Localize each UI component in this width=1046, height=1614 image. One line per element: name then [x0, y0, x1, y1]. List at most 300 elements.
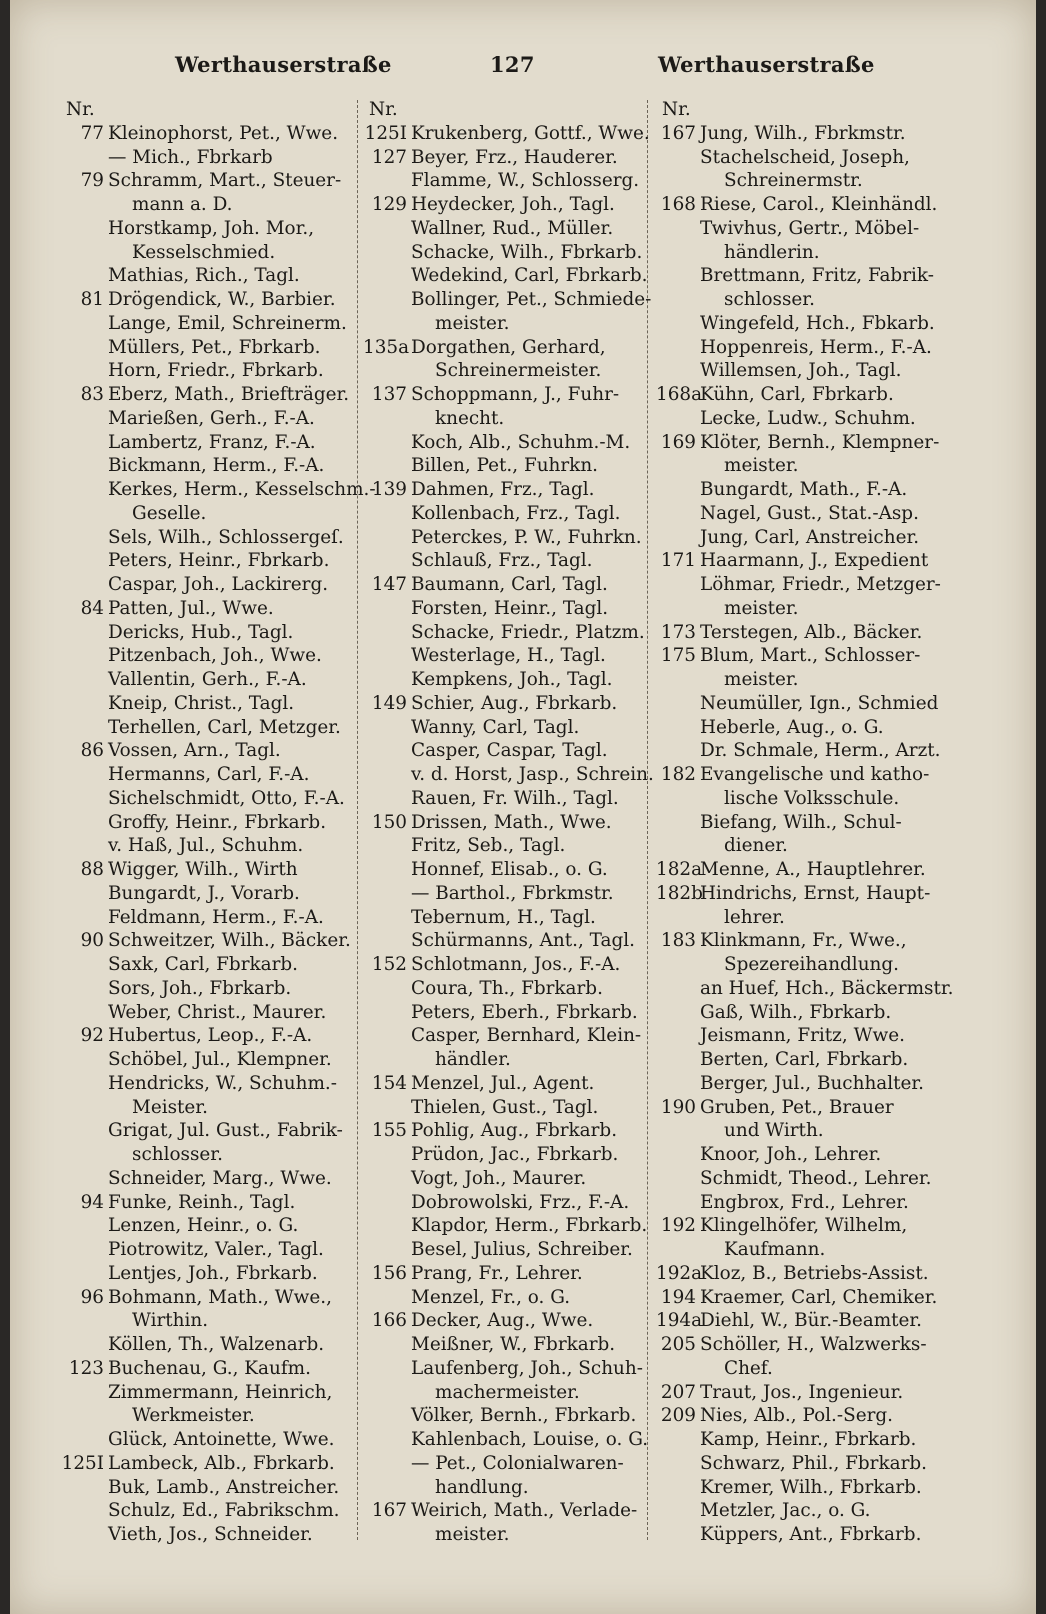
- house-number: 192: [660, 1215, 696, 1237]
- entry-text: Kamp, Heinr., Fbrkarb.: [700, 1429, 917, 1450]
- house-number: 205: [660, 1334, 696, 1355]
- house-number: [656, 1428, 700, 1452]
- entry-text: Brettmann, Fritz, Fabrik-: [700, 265, 934, 287]
- entry-line: [363, 1214, 648, 1238]
- entry-line: [363, 1096, 645, 1120]
- entry-text: Schoppmann, J., Fuhr-: [411, 384, 620, 405]
- entry-line: [363, 1309, 645, 1333]
- entry-line: [60, 1381, 350, 1405]
- house-number: [60, 906, 108, 930]
- entry-text: — Mich., Fbrkarb: [108, 146, 273, 168]
- entry-line: [60, 834, 350, 858]
- entry-line: [656, 526, 986, 550]
- entry-line: [60, 1214, 350, 1238]
- entry-line: [656, 288, 986, 312]
- entry-text: Lambertz, Franz, F.-A.: [108, 431, 316, 453]
- entry-text: Buk, Lamb., Anstreicher.: [108, 1476, 340, 1498]
- entry-line: [363, 787, 645, 811]
- entry-text: Haarmann, J., Expedient: [700, 550, 929, 572]
- entry-line: [656, 336, 986, 360]
- entry-line: [656, 264, 986, 288]
- entry-line: [656, 1119, 986, 1143]
- house-number: [60, 1167, 108, 1191]
- entry-line: [363, 1428, 649, 1452]
- house-number: [363, 858, 411, 882]
- entry-line: [60, 763, 350, 787]
- house-number: [656, 1499, 700, 1523]
- entry-line: [60, 1404, 350, 1428]
- house-number: [60, 1309, 108, 1333]
- entry-line: [656, 1476, 986, 1500]
- entry-line: [656, 644, 986, 668]
- house-number: [363, 359, 411, 383]
- house-number: [363, 1096, 411, 1120]
- house-number: [656, 1001, 700, 1025]
- entry-line: [60, 668, 350, 692]
- column-2: [363, 98, 654, 1547]
- entry-line: [656, 1523, 986, 1547]
- entry-line: [363, 1286, 645, 1310]
- entry-line: [363, 502, 645, 526]
- house-number: [656, 787, 700, 811]
- entry-text: schlosser.: [132, 1144, 223, 1165]
- house-number: 83: [80, 384, 104, 405]
- entry-text: Peters, Heinr., Fbrkarb.: [108, 550, 330, 572]
- entry-line: [363, 1238, 645, 1262]
- entry-text: Kloz, B., Betriebs-Assist.: [700, 1262, 929, 1284]
- house-number: [363, 716, 411, 740]
- house-number: [656, 1048, 700, 1072]
- entry-line: [60, 169, 350, 193]
- entry-text: Jung, Wilh., Fbrkmstr.: [700, 122, 906, 144]
- house-number: [656, 1024, 700, 1048]
- entry-line: [60, 1357, 350, 1381]
- house-number: [656, 573, 700, 597]
- house-number: [363, 1024, 411, 1048]
- entry-text: Peterckes, P. W., Fuhrkn.: [411, 526, 642, 548]
- entry-text: Metzler, Jac., o. G.: [700, 1500, 871, 1522]
- entry-line: [656, 1452, 986, 1476]
- house-number: [60, 431, 108, 455]
- entry-line: [656, 882, 986, 906]
- entry-line: [656, 716, 986, 740]
- entry-line: [60, 644, 350, 668]
- entry-line: [656, 122, 986, 146]
- entry-line: [363, 834, 645, 858]
- entry-line: [60, 739, 350, 763]
- house-number: 171: [660, 550, 696, 572]
- entry-text: Gruben, Pet., Brauer: [700, 1096, 894, 1118]
- entry-text: handlung.: [435, 1476, 529, 1498]
- house-number: 194a: [656, 1310, 703, 1332]
- entry-text: Vogt, Joh., Maurer.: [411, 1167, 587, 1189]
- entry-line: [656, 1001, 986, 1025]
- house-number: [60, 882, 108, 906]
- entry-line: [60, 526, 350, 550]
- entry-text: Saxk, Carl, Fbrkarb.: [108, 954, 299, 975]
- house-number: [656, 1072, 700, 1096]
- entry-line: [656, 359, 986, 383]
- entry-text: meister.: [435, 1524, 510, 1545]
- house-number: 137: [371, 384, 407, 405]
- entry-line: [60, 621, 350, 645]
- entry-text: Wallner, Rud., Müller.: [411, 217, 614, 239]
- entry-line: [363, 1523, 645, 1547]
- house-number: [60, 241, 108, 265]
- entry-text: Werkmeister.: [132, 1405, 255, 1427]
- entry-text: Vossen, Arn., Tagl.: [108, 740, 281, 762]
- entry-text: Spezereihandlung.: [724, 954, 899, 975]
- entry-text: Kahlenbach, Louise, o. G.: [411, 1429, 649, 1450]
- entry-line: [363, 1476, 645, 1500]
- house-number: [363, 1001, 411, 1025]
- house-number: [656, 1523, 700, 1547]
- house-number: [656, 1191, 700, 1215]
- entry-line: [363, 1072, 645, 1096]
- entry-text: Heberle, Aug., o. G.: [700, 716, 884, 738]
- house-number: 149: [371, 692, 407, 714]
- entry-text: Schöller, H., Walzwerks-: [700, 1334, 927, 1355]
- entry-line: [656, 1143, 986, 1167]
- house-number: [656, 407, 700, 431]
- entry-line: [60, 787, 350, 811]
- entry-line: [60, 1119, 350, 1143]
- entry-text: Neumüller, Ign., Schmied: [700, 692, 939, 714]
- entry-line: [60, 1072, 350, 1096]
- entry-text: Gaß, Wilh., Fbrkarb.: [700, 1001, 892, 1023]
- entry-line: [363, 122, 650, 146]
- entry-text: Bollinger, Pet., Schmiede-: [411, 289, 652, 310]
- entry-text: Funke, Reinh., Tagl.: [108, 1191, 296, 1213]
- entry-text: Drissen, Math., Wwe.: [411, 811, 612, 833]
- entry-line: [363, 146, 645, 170]
- entry-line: [363, 478, 645, 502]
- entry-text: Nagel, Gust., Stat.-Asp.: [700, 502, 919, 524]
- house-number: [60, 811, 108, 835]
- entry-text: Prüdon, Jac., Fbrkarb.: [411, 1144, 619, 1165]
- house-number: [656, 1119, 700, 1143]
- house-number: [656, 336, 700, 360]
- house-number: 127: [371, 146, 407, 168]
- entry-line: [656, 146, 986, 170]
- entry-text: Buchenau, G., Kaufm.: [108, 1357, 311, 1379]
- entry-text: Völker, Bernh., Fbrkarb.: [411, 1405, 637, 1427]
- entry-text: Kerkes, Herm., Kesselschm.-: [108, 479, 376, 500]
- house-number: [363, 1238, 411, 1262]
- entry-text: Klapdor, Herm., Fbrkarb.: [411, 1215, 648, 1237]
- entry-text: Grigat, Jul. Gust., Fabrik-: [108, 1120, 343, 1142]
- entry-line: [60, 122, 350, 146]
- column-3: [656, 98, 986, 1547]
- entry-text: lische Volksschule.: [724, 787, 900, 809]
- entry-text: Willemsen, Joh., Tagl.: [700, 360, 902, 382]
- house-number: [363, 217, 411, 241]
- house-number: [363, 1048, 411, 1072]
- entry-line: [656, 217, 986, 241]
- entry-line: [656, 502, 986, 526]
- entry-line: [60, 953, 350, 977]
- house-number: 90: [80, 930, 104, 952]
- entry-line: [363, 288, 652, 312]
- house-number: [363, 597, 411, 621]
- house-number: [656, 1452, 700, 1476]
- entry-text: Drögendick, W., Barbier.: [108, 289, 336, 310]
- house-number: [363, 1452, 411, 1476]
- entry-line: [363, 312, 645, 336]
- entry-text: Nies, Alb., Pol.-Serg.: [700, 1405, 893, 1427]
- entry-text: Knoor, Joh., Lehrer.: [700, 1144, 882, 1165]
- entry-line: [60, 1452, 350, 1476]
- running-head-right: Werthauserstraße: [658, 52, 875, 77]
- entry-line: [60, 383, 350, 407]
- house-number: [363, 264, 411, 288]
- entry-text: schlosser.: [724, 289, 815, 310]
- house-number: 135a: [363, 336, 410, 358]
- entry-text: Rauen, Fr. Wilh., Tagl.: [411, 787, 619, 809]
- entry-text: Kaufmann.: [724, 1239, 826, 1260]
- house-number: [60, 146, 108, 170]
- entry-text: Schreinermeister.: [435, 360, 602, 382]
- entry-line: [656, 1357, 986, 1381]
- entry-line: [656, 431, 986, 455]
- entry-line: [60, 1476, 350, 1500]
- entry-line: [60, 716, 350, 740]
- entry-text: Kneip, Christ., Tagl.: [108, 692, 295, 714]
- column-separator: [647, 100, 648, 1540]
- column-heading: Nr.: [662, 99, 691, 120]
- house-number: [60, 1072, 108, 1096]
- entry-line: [656, 692, 986, 716]
- entry-line: [363, 1404, 645, 1428]
- house-number: 88: [80, 859, 104, 880]
- entry-text: Forsten, Heinr., Tagl.: [411, 597, 609, 619]
- directory-page: [10, 0, 1036, 1614]
- entry-text: Wirthin.: [132, 1310, 209, 1332]
- entry-text: Diehl, W., Bür.-Beamter.: [700, 1310, 923, 1332]
- entry-text: Jeismann, Fritz, Wwe.: [700, 1025, 905, 1047]
- house-number: [363, 929, 411, 953]
- entry-line: [60, 549, 350, 573]
- entry-text: Lenzen, Heinr., o. G.: [108, 1215, 299, 1237]
- entry-text: lehrer.: [724, 906, 785, 928]
- entry-line: [656, 906, 986, 930]
- entry-text: Hoppenreis, Herm., F.-A.: [700, 336, 932, 358]
- house-number: [60, 264, 108, 288]
- entry-text: Schweitzer, Wilh., Bäcker.: [108, 930, 351, 952]
- house-number: 173: [660, 621, 696, 643]
- entry-text: Weirich, Math., Verlade-: [411, 1500, 638, 1522]
- house-number: 192a: [656, 1262, 703, 1284]
- house-number: [363, 1143, 411, 1167]
- entry-line: [656, 549, 986, 573]
- entry-text: mann a. D.: [132, 194, 233, 215]
- house-number: [656, 288, 700, 312]
- entry-text: Kühn, Carl, Fbrkarb.: [700, 384, 894, 405]
- entry-line: [363, 1143, 645, 1167]
- column-heading: Nr.: [66, 99, 95, 120]
- house-number: [363, 763, 411, 787]
- house-number: [363, 1476, 411, 1500]
- entry-text: Meißner, W., Fbrkarb.: [411, 1334, 616, 1355]
- house-number: [60, 478, 108, 502]
- entry-line: [363, 906, 645, 930]
- house-number: [363, 549, 411, 573]
- entry-line: [60, 193, 350, 217]
- entry-text: Heydecker, Joh., Tagl.: [411, 194, 615, 215]
- entry-text: Terhellen, Carl, Metzger.: [108, 716, 341, 738]
- entry-line: [363, 882, 645, 906]
- entry-line: [363, 1024, 645, 1048]
- house-number: [363, 526, 411, 550]
- house-number: 190: [660, 1096, 696, 1118]
- entry-line: [656, 834, 986, 858]
- entry-text: Klingelhöfer, Wilhelm,: [700, 1215, 908, 1237]
- house-number: [363, 169, 411, 193]
- entry-text: Vieth, Jos., Schneider.: [108, 1524, 313, 1545]
- house-number: [60, 359, 108, 383]
- entry-text: Schlauß, Frz., Tagl.: [411, 550, 593, 572]
- entry-line: [363, 716, 645, 740]
- house-number: 156: [371, 1262, 407, 1284]
- house-number: [656, 169, 700, 193]
- entry-text: meister.: [724, 669, 799, 690]
- house-number: [60, 787, 108, 811]
- house-number: [363, 644, 411, 668]
- entry-line: [363, 1191, 645, 1215]
- entry-line: [363, 359, 645, 383]
- entry-line: [656, 407, 986, 431]
- entry-text: Marießen, Gerh., F.-A.: [108, 407, 315, 429]
- entry-line: [363, 739, 645, 763]
- entry-text: Pohlig, Aug., Fbrkarb.: [411, 1120, 618, 1142]
- entry-line: [60, 1167, 350, 1191]
- entry-line: [656, 1024, 986, 1048]
- page-number: 127: [490, 52, 535, 77]
- entry-text: Kempkens, Joh., Tagl.: [411, 669, 613, 690]
- house-number: [60, 502, 108, 526]
- entry-line: [60, 336, 350, 360]
- entry-text: Kollenbach, Frz., Tagl.: [411, 502, 621, 524]
- entry-line: [363, 644, 645, 668]
- house-number: 81: [80, 289, 104, 310]
- entry-text: Blum, Mart., Schlosser-: [700, 645, 921, 667]
- entry-text: Schulz, Ed., Fabrikschm.: [108, 1500, 340, 1522]
- entry-text: Honnef, Elisab., o. G.: [411, 859, 608, 880]
- entry-text: v. Haß, Jul., Schuhm.: [108, 835, 304, 857]
- entry-text: Sichelschmidt, Otto, F.-A.: [108, 787, 345, 809]
- entry-line: [656, 1404, 986, 1428]
- entry-text: Biefang, Wilh., Schul-: [700, 811, 902, 833]
- entry-text: Prang, Fr., Lehrer.: [411, 1262, 583, 1284]
- entry-line: [363, 169, 645, 193]
- house-number: [363, 1191, 411, 1215]
- entry-line: [656, 1048, 986, 1072]
- entry-text: Schreinermstr.: [724, 170, 863, 192]
- entry-text: Piotrowitz, Valer., Tagl.: [108, 1239, 324, 1260]
- entry-line: [363, 573, 645, 597]
- entry-text: Feldmann, Herm., F.-A.: [108, 906, 324, 928]
- entry-line: [363, 668, 645, 692]
- entry-line: [656, 953, 986, 977]
- house-number: [656, 478, 700, 502]
- house-number: 167: [660, 122, 696, 144]
- entry-text: Eberz, Math., Briefträger.: [108, 384, 350, 405]
- entry-line: [60, 502, 350, 526]
- entry-text: Horn, Friedr., Fbrkarb.: [108, 360, 324, 382]
- house-number: [656, 526, 700, 550]
- house-number: 129: [371, 194, 407, 215]
- entry-line: [363, 1499, 645, 1523]
- house-number: [60, 336, 108, 360]
- entry-text: Kleinophorst, Pet., Wwe.: [108, 122, 339, 144]
- entry-line: [60, 359, 350, 383]
- entry-line: [363, 977, 645, 1001]
- house-number: [656, 217, 700, 241]
- house-number: 182: [660, 764, 696, 785]
- entry-text: Weber, Christ., Maurer.: [108, 1001, 327, 1023]
- house-number: [60, 193, 108, 217]
- entry-text: Casper, Caspar, Tagl.: [411, 740, 608, 762]
- entry-text: Menzel, Fr., o. G.: [411, 1286, 571, 1308]
- entry-text: Casper, Bernhard, Klein-: [411, 1025, 642, 1047]
- house-number: [363, 407, 411, 431]
- entry-line: [656, 1499, 986, 1523]
- entry-text: knecht.: [435, 407, 505, 429]
- house-number: [363, 454, 411, 478]
- entry-text: Kremer, Wilh., Fbrkarb.: [700, 1476, 922, 1498]
- entry-line: [363, 217, 645, 241]
- entry-line: [60, 1309, 350, 1333]
- entry-text: Küppers, Ant., Fbrkarb.: [700, 1524, 922, 1545]
- house-number: [363, 1381, 411, 1405]
- entry-line: [60, 1286, 350, 1310]
- entry-text: Bungardt, J., Vorarb.: [108, 882, 300, 904]
- entry-text: Hermanns, Carl, F.-A.: [108, 764, 310, 785]
- house-number: [363, 241, 411, 265]
- house-number: [656, 1167, 700, 1191]
- house-number: [60, 621, 108, 645]
- house-number: [656, 668, 700, 692]
- house-number: [60, 763, 108, 787]
- house-number: [60, 1143, 108, 1167]
- house-number: 92: [80, 1025, 104, 1047]
- house-number: 169: [660, 431, 696, 453]
- house-number: [60, 1001, 108, 1025]
- house-number: [656, 692, 700, 716]
- entry-line: [656, 573, 986, 597]
- entry-line: [363, 1381, 645, 1405]
- entry-text: an Huef, Hch., Bäckermstr.: [700, 977, 954, 999]
- house-number: 155: [371, 1120, 407, 1142]
- entry-text: Kesselschmied.: [132, 241, 276, 263]
- entry-text: Schramm, Mart., Steuer-: [108, 170, 342, 192]
- entry-text: Mathias, Rich., Tagl.: [108, 265, 300, 287]
- entry-line: [60, 1499, 350, 1523]
- entry-text: Lambeck, Alb., Fbrkarb.: [108, 1452, 335, 1474]
- entry-line: [60, 1096, 350, 1120]
- house-number: 147: [371, 574, 407, 595]
- house-number: [656, 1143, 700, 1167]
- entry-text: Glück, Antoinette, Wwe.: [108, 1429, 335, 1450]
- entry-line: [363, 763, 654, 787]
- entry-line: [60, 288, 350, 312]
- entry-line: [656, 454, 986, 478]
- entry-text: Patten, Jul., Wwe.: [108, 597, 274, 619]
- entry-text: Koch, Alb., Schuhm.-M.: [411, 431, 631, 453]
- entry-text: Terstegen, Alb., Bäcker.: [700, 621, 923, 643]
- entry-text: Lecke, Ludw., Schuhm.: [700, 407, 916, 429]
- house-number: 79: [80, 170, 104, 192]
